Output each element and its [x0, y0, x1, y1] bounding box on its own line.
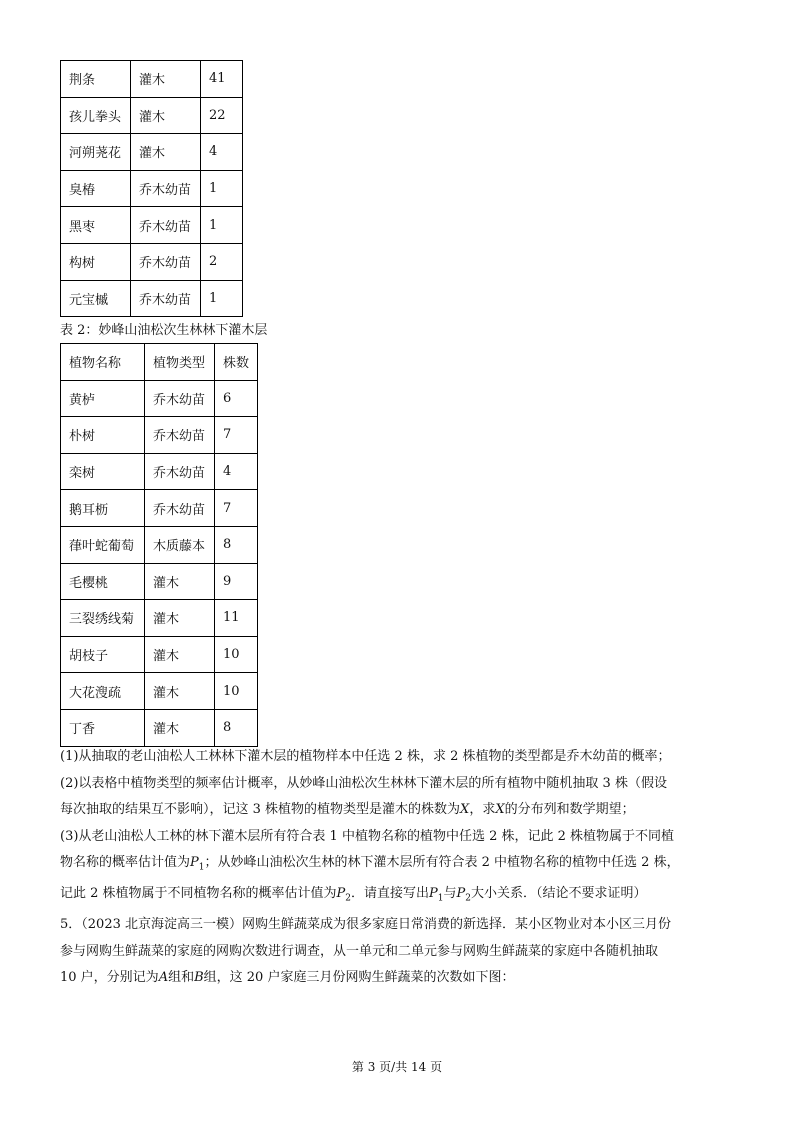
table-row [61, 380, 258, 417]
table-row [61, 134, 243, 171]
header-cell: 株数 [215, 344, 258, 381]
table-cell: 乔木幼苗 [131, 207, 201, 244]
table-cell: 4 [215, 453, 258, 490]
table-cell: 黑枣 [61, 207, 131, 244]
table-row [61, 526, 258, 563]
table-cell: 鹅耳枥 [61, 490, 145, 527]
table-cell: 乔木幼苗 [131, 170, 201, 207]
table-cell: 灌木 [131, 134, 201, 171]
table-row [61, 61, 243, 98]
table-cell: 乔木幼苗 [145, 490, 215, 527]
table-row [61, 673, 258, 710]
table-cell: 7 [215, 490, 258, 527]
table-cell: 灌木 [145, 636, 215, 673]
table-row [61, 490, 258, 527]
question-text [60, 744, 740, 992]
table-cell: 胡枝子 [61, 636, 145, 673]
table-cell: 1 [201, 207, 243, 244]
table-2 [60, 343, 258, 747]
table-cell: 灌木 [145, 709, 215, 746]
table-cell: 黄栌 [61, 380, 145, 417]
table-cell: 元宝槭 [61, 280, 131, 317]
table-row [61, 243, 243, 280]
table-cell: 1 [201, 280, 243, 317]
table-row [61, 170, 243, 207]
question-1: (1)从抽取的老山油松人工林林下灌木层的植物样本中任选 2 株，求 2 株植物的类型都是乔木幼苗的概率； [60, 749, 671, 764]
table-row [61, 207, 243, 244]
question-2-line-2: 每次抽取的结果互不影响），记这 3 株植物的植物类型是灌木的株数为X，求X的分布列和数学期望； [60, 802, 635, 817]
table-cell: 乔木幼苗 [145, 453, 215, 490]
table-cell: 木质藤本 [145, 526, 215, 563]
table-cell: 8 [215, 526, 258, 563]
table-cell: 荆条 [61, 61, 131, 98]
table-1 [60, 60, 243, 317]
table-cell: 8 [215, 709, 258, 746]
table-cell: 臭椿 [61, 170, 131, 207]
var-x: X [460, 802, 470, 817]
table-cell: 灌木 [145, 563, 215, 600]
table-cell: 乔木幼苗 [145, 380, 215, 417]
table-cell: 灌木 [145, 600, 215, 637]
problem-5-line-3: 10 户，分别记为A组和B组，这 20 户家庭三月份网购生鲜蔬菜的次数如下图： [60, 970, 515, 986]
table-cell: 孩儿拳头 [61, 97, 131, 134]
table-cell: 4 [201, 134, 243, 171]
table-cell: 大花溲疏 [61, 673, 145, 710]
question-2-line-1: (2)以表格中植物类型的频率估计概率，从妙峰山油松次生林林下灌木层的所有植物中随机抽取 3 株（假设 [60, 775, 667, 791]
problem-5-line-1: 5．（2023 北京海淀高三一模）网购生鲜蔬菜成为很多家庭日常消费的新选择．某小区物业对本小区三月份 [60, 917, 671, 933]
table-row [61, 280, 243, 317]
header-cell: 植物类型 [145, 344, 215, 381]
table-cell: 朴树 [61, 417, 145, 454]
table-cell: 10 [215, 673, 258, 710]
table-row [61, 417, 258, 454]
table-cell: 丁香 [61, 709, 145, 746]
question-3-line-2: 物名称的概率估计值为$P_1$；从妙峰山油松次生林的林下灌木层所有符合表 2 中植物名称的植物中任选 2 株， [60, 855, 680, 873]
header-cell: 植物名称 [61, 344, 145, 381]
table-cell: 7 [215, 417, 258, 454]
table-cell: 乔木幼苗 [131, 243, 201, 280]
table-row [61, 453, 258, 490]
table-cell: 栾树 [61, 453, 145, 490]
table-cell: 构树 [61, 243, 131, 280]
table-row [61, 563, 258, 600]
table-cell: 41 [201, 61, 243, 98]
table-cell: 灌木 [145, 673, 215, 710]
table-cell: 1 [201, 170, 243, 207]
table-cell: 11 [215, 600, 258, 637]
table-row [61, 636, 258, 673]
table-2-caption: 表 2：妙峰山油松次生林林下灌木层 [60, 323, 268, 338]
table-row [61, 600, 258, 637]
table-cell: 乔木幼苗 [131, 280, 201, 317]
table-cell: 22 [201, 97, 243, 134]
question-3-line-3: 记此 2 株植物属于不同植物名称的概率估计值为$P_2$．请直接写出$P_1$与$P_2$大小关系．（结论不要求证明） [60, 886, 647, 904]
table-cell: 灌木 [131, 97, 201, 134]
table-cell: 乔木幼苗 [145, 417, 215, 454]
table-cell: 6 [215, 380, 258, 417]
table-cell: 三裂绣线菊 [61, 600, 145, 637]
table-cell: 毛樱桃 [61, 563, 145, 600]
table-cell: 2 [201, 243, 243, 280]
table-cell: 10 [215, 636, 258, 673]
table-row [61, 709, 258, 746]
table-header-row [61, 344, 258, 381]
table-cell: 9 [215, 563, 258, 600]
var-x: X [495, 802, 505, 817]
table-cell: 葎叶蛇葡萄 [61, 526, 145, 563]
table-cell: 河朔荛花 [61, 134, 131, 171]
table-row [61, 97, 243, 134]
page-footer: 第 3 页/共 14 页 [351, 1060, 443, 1074]
problem-5-line-2: 参与网购生鲜蔬菜的家庭的网购次数进行调查，从一单元和二单元参与网购生鲜蔬菜的家庭中各随机抽取 [60, 943, 659, 959]
table-cell: 灌木 [131, 61, 201, 98]
question-3-line-1: (3)从老山油松人工林的林下灌木层所有符合表 1 中植物名称的植物中任选 2 株，记此 2 株植物属于不同植 [60, 828, 675, 844]
